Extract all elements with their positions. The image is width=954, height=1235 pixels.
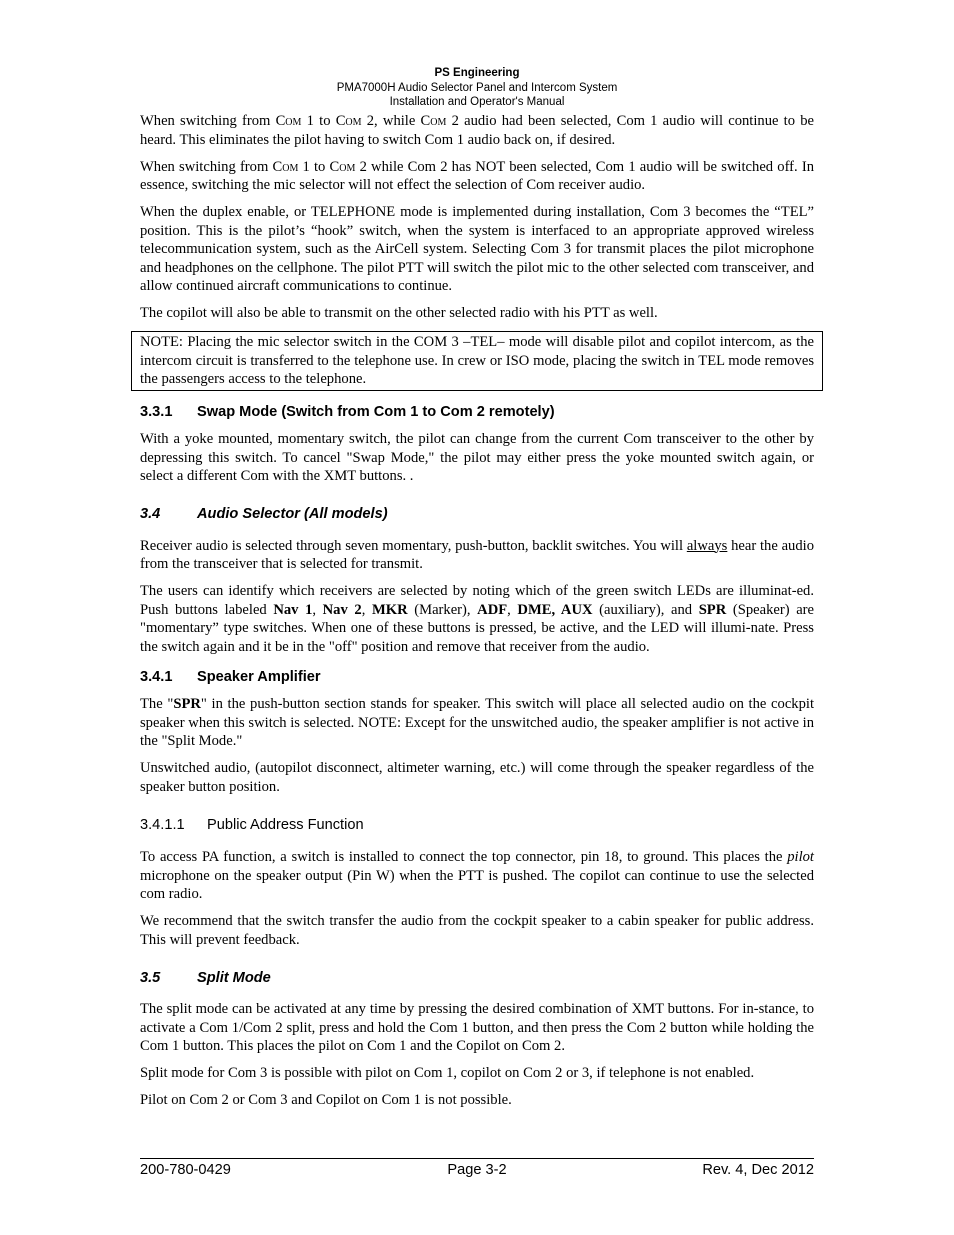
section-heading-3-4-1-1: 3.4.1.1 Public Address Function [140, 816, 364, 833]
note-box [131, 331, 823, 391]
section-heading-3-5: 3.5 Split Mode [140, 969, 271, 986]
paragraph: When the duplex enable, or TELEPHONE mode is implemented during installation, Com 3 becomes the “TEL” position. This is the pilot’s “hook” switch, when the system is interfaced to an appropriate approved wireless telecommunication system, such as the AirCell system. Selecting Com 3 for transmit places the pilot microphone and headphones on the cellphone. The pilot PTT will switch the pilot mic to the other selected com transceiver, and allow continued aircraft communications to continue. [140, 204, 814, 294]
footer-doc-number: 200-780-0429 [140, 1162, 231, 1178]
footer-revision: Rev. 4, Dec 2012 [702, 1162, 814, 1178]
page-footer [140, 1161, 814, 1181]
paragraph: With a yoke mounted, momentary switch, the pilot can change from the current Com transceiver to the other by depressing this switch. To cancel "Swap Mode," the pilot may either press the yoke mounted switch again, or select a different Com with the XMT buttons. . [140, 431, 814, 484]
paragraph: The "SPR" in the push-button section stands for speaker. This switch will place all selected audio on the cockpit speaker when this switch is selected. NOTE: Except for the unswitched audio, the speaker amplifier is not active in the "Split Mode." [140, 696, 815, 749]
header-company: PS Engineering [434, 67, 520, 79]
paragraph: The users can identify which receivers are selected by noting which of the green switch LEDs are illuminat-ed. Push buttons labeled Nav 1, Nav 2, MKR (Marker), ADF, DME, AUX (auxiliary), and SPR (Speaker) are "momentary” type switches. When one of these buttons is pressed, be active, and the LED will illumi-nate. Press the switch again and it be in the "off" position and remove that receiver from the audio. [140, 583, 815, 655]
paragraph: The split mode can be activated at any time by pressing the desired combination of XMT buttons. For in-stance, to activate a Com 1/Com 2 split, press and hold the Com 1 button, and then press the Com 2 button while holding the Com 1 button. This places the pilot on Com 1 and the Copilot on Com 2. [140, 1001, 814, 1054]
header-manual-title: Installation and Operator's Manual [389, 96, 565, 108]
paragraph: To access PA function, a switch is installed to connect the top connector, pin 18, to ground. This places the pilot microphone on the speaker output (Pin W) when the PTT is pushed. The copilot can continue to use the selected com radio. [140, 849, 814, 902]
footer-divider [140, 1158, 814, 1159]
paragraph: We recommend that the switch transfer the audio from the cockpit speaker to a cabin speaker for public address. This will prevent feedback. [140, 913, 814, 948]
footer-page-number: Page 3-2 [447, 1162, 507, 1178]
section-heading-3-4-1: 3.4.1 Speaker Amplifier [140, 668, 321, 685]
header-product: PMA7000H Audio Selector Panel and Intercom System [336, 82, 618, 94]
section-heading-3-4: 3.4 Audio Selector (All models) [140, 506, 388, 522]
paragraph: Pilot on Com 2 or Com 3 and Copilot on Com 1 is not possible. [140, 1092, 512, 1108]
body-content [140, 112, 814, 1118]
paragraph: When switching from Com 1 to Com 2, while Com 2 audio had been selected, Com 1 audio will continue to be heard. This eliminates the pilot having to switch Com 1 audio back on, if desired. [140, 113, 814, 148]
section-heading-3-3-1: 3.3.1 Swap Mode (Switch from Com 1 to Com 2 remotely) [140, 403, 555, 420]
paragraph: When switching from Com 1 to Com 2 while Com 2 has NOT been selected, Com 1 audio will be switched off. In essence, switching the mic selector will not effect the selection of Com receiver audio. [140, 158, 814, 193]
paragraph: The copilot will also be able to transmit on the other selected radio with his PTT as well. [140, 305, 658, 321]
paragraph: Split mode for Com 3 is possible with pilot on Com 1, copilot on Com 2 or 3, if telephone is not enabled. [140, 1065, 755, 1081]
paragraph: Receiver audio is selected through seven momentary, push-button, backlit switches. You will always hear the audio from the transceiver that is selected for transmit. [140, 537, 815, 572]
note-text: NOTE: Placing the mic selector switch in the COM 3 –TEL– mode will disable pilot and copilot intercom, as the intercom circuit is transferred to the telephone use. In crew or ISO mode, placing the switch in TEL mode removes the passengers access to the telephone. [140, 334, 814, 387]
paragraph: Unswitched audio, (autopilot disconnect, altimeter warning, etc.) will come through the speaker regardless of the speaker button position. [140, 760, 814, 795]
